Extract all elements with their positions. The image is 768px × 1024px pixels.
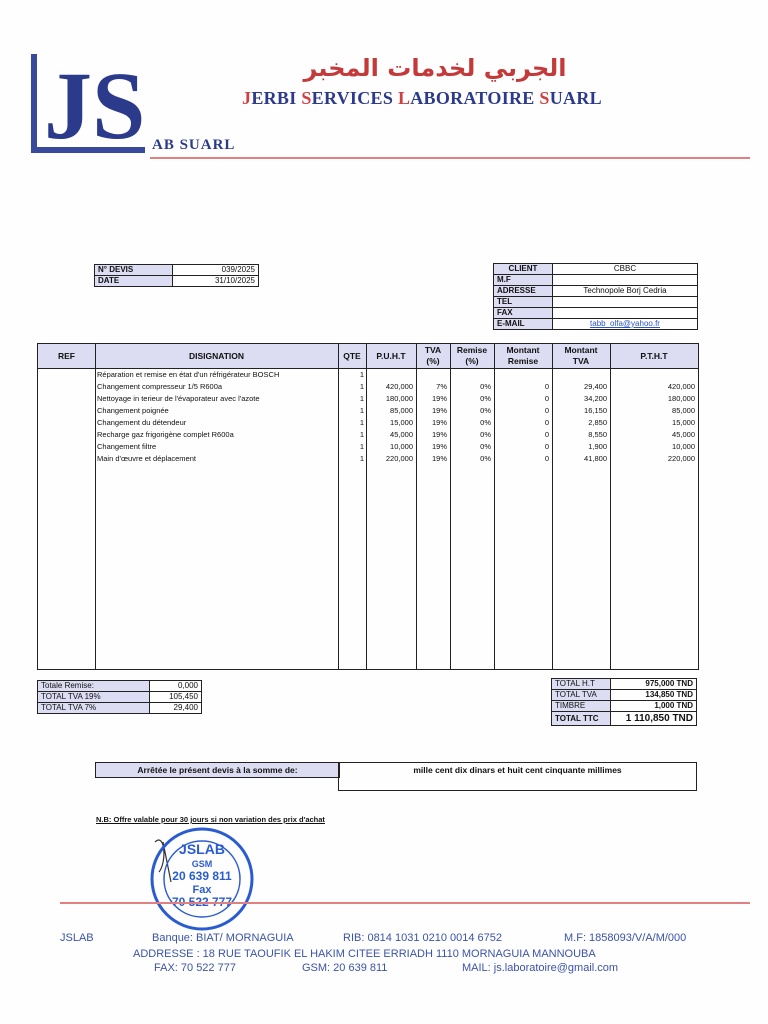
cell-montant-remise: 0 bbox=[544, 418, 549, 427]
cell-qte: 1 bbox=[359, 406, 364, 415]
cell-montant-tva: 1,900 bbox=[588, 442, 607, 451]
client-fax bbox=[553, 308, 698, 319]
cell-tva: 19% bbox=[431, 442, 447, 451]
client-email[interactable]: tabb_olfa@yahoo.fr bbox=[553, 319, 698, 330]
cell-designation: Recharge gaz frigorigène complet R600a bbox=[97, 430, 234, 439]
tax-summary-table bbox=[37, 680, 202, 714]
devis-info-table bbox=[94, 264, 259, 287]
table-row bbox=[38, 381, 698, 392]
total-remise-label: Totale Remise: bbox=[38, 681, 150, 692]
col-qte-header: QTE bbox=[338, 344, 366, 369]
devis-number: 039/2025 bbox=[172, 265, 258, 276]
footer-fax: FAX: 70 522 777 bbox=[154, 962, 236, 974]
cell-remise: 0% bbox=[480, 382, 491, 391]
total-ht: 975,000 TND bbox=[611, 679, 697, 690]
cell-tva: 19% bbox=[431, 454, 447, 463]
table-row bbox=[38, 429, 698, 440]
cell-designation: Changement poignée bbox=[97, 406, 169, 415]
cell-remise: 0% bbox=[480, 442, 491, 451]
cell-montant-tva: 16,150 bbox=[584, 406, 607, 415]
header-divider bbox=[150, 157, 750, 159]
timbre-label: TIMBRE bbox=[552, 701, 611, 712]
footer-gsm: GSM: 20 639 811 bbox=[302, 962, 388, 974]
cell-remise: 0% bbox=[480, 418, 491, 427]
email-label: E-MAIL bbox=[494, 319, 553, 330]
address-label: ADRESSE bbox=[494, 286, 553, 297]
cell-montant-tva: 29,400 bbox=[584, 382, 607, 391]
items-table bbox=[37, 343, 699, 670]
cell-qte: 1 bbox=[359, 370, 364, 379]
client-label: CLIENT bbox=[494, 264, 553, 275]
cell-qte: 1 bbox=[359, 454, 364, 463]
cell-puht: 45,000 bbox=[390, 430, 413, 439]
col-ptht-header: P.T.H.T bbox=[610, 344, 698, 369]
col-montant-tva-header: Montant TVA bbox=[552, 344, 610, 369]
logo-letters: JS bbox=[44, 52, 146, 159]
cell-designation: Réparation et remise en état d'un réfrigérateur BOSCH bbox=[97, 370, 280, 379]
fax-label: FAX bbox=[494, 308, 553, 319]
total-tva19-label: TOTAL TVA 19% bbox=[38, 692, 150, 703]
cell-qte: 1 bbox=[359, 418, 364, 427]
footer-name: JSLAB bbox=[60, 932, 94, 944]
col-designation-header: DISIGNATION bbox=[95, 344, 338, 369]
cell-designation: Changement du détendeur bbox=[97, 418, 187, 427]
tel-label: TEL bbox=[494, 297, 553, 308]
cell-qte: 1 bbox=[359, 442, 364, 451]
cell-remise: 0% bbox=[480, 394, 491, 403]
footer-mail: MAIL: js.laboratoire@gmail.com bbox=[462, 962, 619, 974]
cell-tva: 19% bbox=[431, 430, 447, 439]
total-ttc: 1 110,850 TND bbox=[611, 712, 697, 726]
mf-label: M.F bbox=[494, 275, 553, 286]
cell-remise: 0% bbox=[480, 406, 491, 415]
table-row bbox=[38, 441, 698, 452]
cell-puht: 15,000 bbox=[390, 418, 413, 427]
cell-ptht: 15,000 bbox=[672, 418, 695, 427]
cell-designation: Nettoyage in terieur de l'évaporateur avec l'azote bbox=[97, 394, 260, 403]
stamp-phone: 20 639 811 bbox=[172, 869, 232, 883]
total-tva19: 105,450 bbox=[150, 692, 202, 703]
cell-montant-tva: 8,550 bbox=[588, 430, 607, 439]
cell-qte: 1 bbox=[359, 430, 364, 439]
company-name-arabic: الجربي لخدمات المخبر bbox=[303, 54, 567, 82]
cell-designation: Main d'œuvre et déplacement bbox=[97, 454, 196, 463]
amount-words: mille cent dix dinars et huit cent cinquante millimes bbox=[338, 762, 697, 791]
footer-divider bbox=[60, 902, 750, 904]
devis-date-label: DATE bbox=[95, 276, 173, 287]
cell-ptht: 420,000 bbox=[667, 382, 695, 391]
table-row bbox=[38, 453, 698, 464]
company-name: JERBI SERVICES LABORATOIRE SUARL bbox=[242, 88, 602, 108]
amount-words-label: Arrêtée le présent devis à la somme de: bbox=[95, 762, 340, 778]
total-tva: 134,850 TND bbox=[611, 690, 697, 701]
cell-ptht: 220,000 bbox=[667, 454, 695, 463]
table-row bbox=[38, 393, 698, 404]
total-tva-label: TOTAL TVA bbox=[552, 690, 611, 701]
cell-ptht: 180,000 bbox=[667, 394, 695, 403]
company-logo bbox=[30, 50, 150, 160]
cell-designation: Changement filtre bbox=[97, 442, 157, 451]
cell-ptht: 85,000 bbox=[672, 406, 695, 415]
cell-tva: 19% bbox=[431, 418, 447, 427]
cell-ptht: 10,000 bbox=[672, 442, 695, 451]
stamp-gsm: GSM bbox=[191, 859, 213, 869]
cell-tva: 19% bbox=[431, 394, 447, 403]
logo-subtitle: AB SUARL bbox=[152, 137, 236, 153]
validity-note: N.B: Offre valable pour 30 jours si non variation des prix d'achat bbox=[96, 815, 325, 824]
total-ttc-label: TOTAL TTC bbox=[552, 712, 611, 726]
cell-puht: 10,000 bbox=[390, 442, 413, 451]
stamp-top: JSLAB bbox=[179, 841, 225, 857]
cell-montant-remise: 0 bbox=[544, 394, 549, 403]
cell-montant-remise: 0 bbox=[544, 382, 549, 391]
timbre: 1,000 TND bbox=[611, 701, 697, 712]
cell-montant-tva: 34,200 bbox=[584, 394, 607, 403]
cell-puht: 220,000 bbox=[385, 454, 413, 463]
cell-remise: 0% bbox=[480, 430, 491, 439]
cell-tva: 19% bbox=[431, 406, 447, 415]
company-stamp bbox=[145, 822, 255, 932]
amount-in-words-box bbox=[95, 762, 696, 790]
cell-montant-remise: 0 bbox=[544, 454, 549, 463]
cell-qte: 1 bbox=[359, 382, 364, 391]
total-tva7-label: TOTAL TVA 7% bbox=[38, 703, 150, 714]
col-montant-remise-header: Montant Remise bbox=[494, 344, 552, 369]
cell-montant-tva: 41,800 bbox=[584, 454, 607, 463]
table-row bbox=[38, 369, 698, 380]
client-mf bbox=[553, 275, 698, 286]
col-ref-header: REF bbox=[38, 344, 95, 369]
cell-remise: 0% bbox=[480, 454, 491, 463]
table-row bbox=[38, 405, 698, 416]
grand-totals-table bbox=[551, 678, 697, 726]
col-remise-header: Remise (%) bbox=[450, 344, 494, 369]
client-info-table bbox=[493, 263, 698, 330]
table-row bbox=[38, 417, 698, 428]
cell-montant-tva: 2,850 bbox=[588, 418, 607, 427]
client-name: CBBC bbox=[553, 264, 698, 275]
total-ht-label: TOTAL H.T bbox=[552, 679, 611, 690]
col-puht-header: P.U.H.T bbox=[366, 344, 416, 369]
cell-montant-remise: 0 bbox=[544, 430, 549, 439]
cell-qte: 1 bbox=[359, 394, 364, 403]
footer-mf: M.F: 1858093/V/A/M/000 bbox=[564, 932, 687, 944]
cell-puht: 85,000 bbox=[390, 406, 413, 415]
total-remise: 0,000 bbox=[150, 681, 202, 692]
client-address: Technopole Borj Cedria bbox=[553, 286, 698, 297]
col-tva-header: TVA (%) bbox=[416, 344, 450, 369]
footer-bank: Banque: BIAT/ MORNAGUIA bbox=[152, 932, 294, 944]
cell-puht: 180,000 bbox=[385, 394, 413, 403]
devis-date: 31/10/2025 bbox=[172, 276, 258, 287]
cell-ptht: 45,000 bbox=[672, 430, 695, 439]
footer-address: ADDRESSE : 18 RUE TAOUFIK EL HAKIM CITEE ERRIADH 1110 MORNAGUIA MANNOUBA bbox=[133, 948, 596, 960]
cell-montant-remise: 0 bbox=[544, 442, 549, 451]
devis-number-label: N° DEVIS bbox=[95, 265, 173, 276]
cell-designation: Changement compresseur 1/5 R600a bbox=[97, 382, 223, 391]
client-tel bbox=[553, 297, 698, 308]
cell-montant-remise: 0 bbox=[544, 406, 549, 415]
stamp-fax-label: Fax bbox=[192, 884, 212, 896]
cell-tva: 7% bbox=[436, 382, 447, 391]
cell-puht: 420,000 bbox=[385, 382, 413, 391]
total-tva7: 29,400 bbox=[150, 703, 202, 714]
footer-rib: RIB: 0814 1031 0210 0014 6752 bbox=[343, 932, 503, 944]
